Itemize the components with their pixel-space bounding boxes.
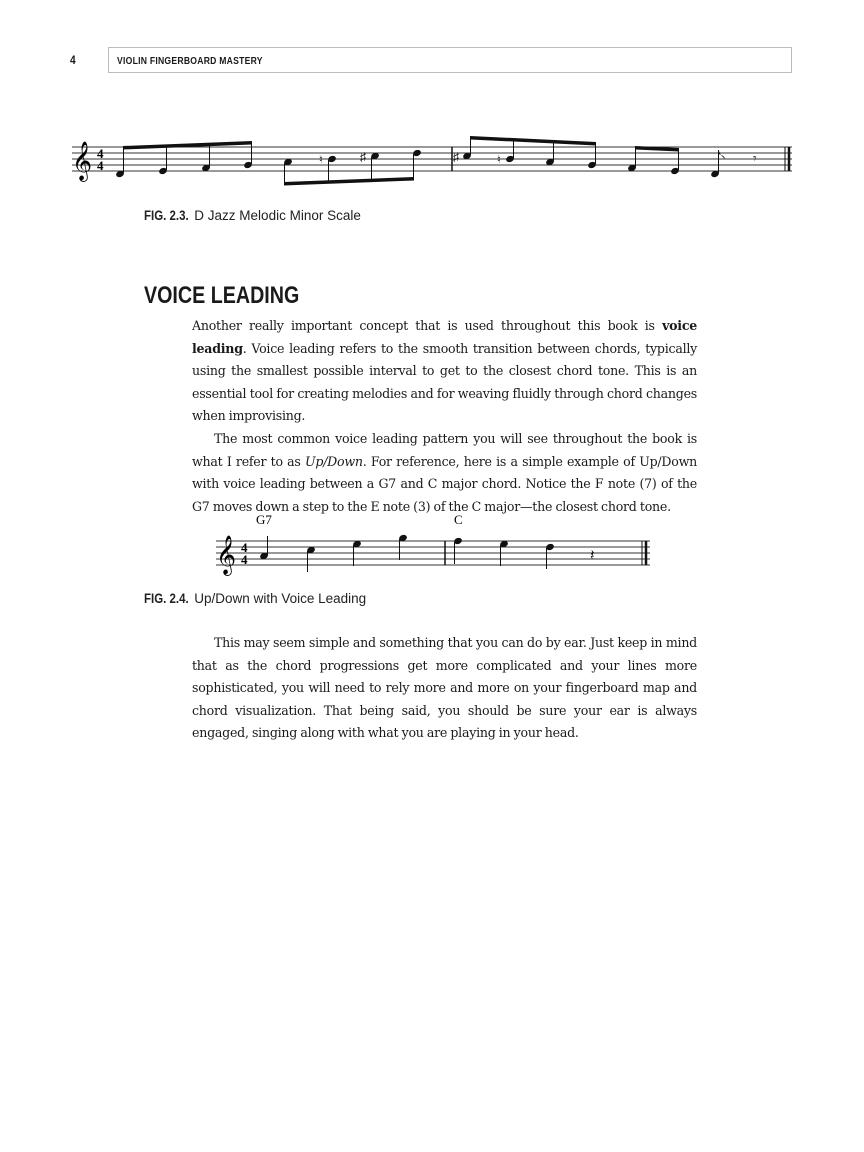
svg-text:4: 4 [241, 552, 248, 567]
page-number: 4 [70, 53, 76, 67]
svg-text:4: 4 [241, 540, 248, 555]
figure-caption-2-3 [144, 208, 361, 223]
svg-text:♯: ♯ [453, 150, 459, 164]
body-text-1: Another really important concept that is used throughout this book is voice leading. Voice leading refers to the smooth transition between chords, typically using the smallest possible interval to get to the closest chord tone. This is an essential tool for creating melodies and for weaving fluidly through chord changes when improvising. The most common voice leading pattern you will see throughout the book is what I refer to as Up/Down. For reference, here is a simple example of Up/Down with voice leading between a G7 and C major chord. Notice the F note (7) of the G7 moves down a step to the E note (3) of the C major—the closest chord tone. [192, 318, 697, 514]
figure-caption-text: D Jazz Melodic Minor Scale [194, 208, 361, 223]
music-staff-fig-2-3 [70, 128, 800, 188]
chord-symbol-c: C [454, 512, 463, 527]
figure-label: FIG. 2.4. [144, 591, 189, 606]
running-title: VIOLIN FINGERBOARD MASTERY [117, 55, 263, 67]
svg-text:4: 4 [97, 158, 104, 173]
treble-clef-icon: 𝄞 [216, 535, 237, 575]
svg-text:4: 4 [97, 146, 104, 161]
running-head [108, 47, 792, 73]
figure-caption-2-4 [144, 591, 366, 606]
svg-text:𝄾: 𝄾 [753, 152, 757, 167]
figure-label: FIG. 2.3. [144, 208, 189, 223]
svg-text:♮: ♮ [497, 154, 501, 166]
body-text-2: This may seem simple and something that you can do by ear. Just keep in mind that as the chord progressions get more complicated and your lines more sophisticated, you will need to rely more and more on your fingerboard map and chord visualization. That being said, you should be sure your ear is always engaged, singing along with what you are playing in your head. [192, 635, 697, 741]
figure-caption-text: Up/Down with Voice Leading [194, 591, 367, 606]
chord-symbol-g7: G7 [256, 512, 272, 527]
svg-text:♮: ♮ [319, 154, 323, 166]
svg-text:𝄽: 𝄽 [590, 548, 595, 564]
music-staff-fig-2-4 [214, 508, 654, 576]
svg-text:♯: ♯ [360, 150, 366, 164]
section-heading: VOICE LEADING [144, 282, 300, 309]
treble-clef-icon: 𝄞 [72, 141, 93, 181]
